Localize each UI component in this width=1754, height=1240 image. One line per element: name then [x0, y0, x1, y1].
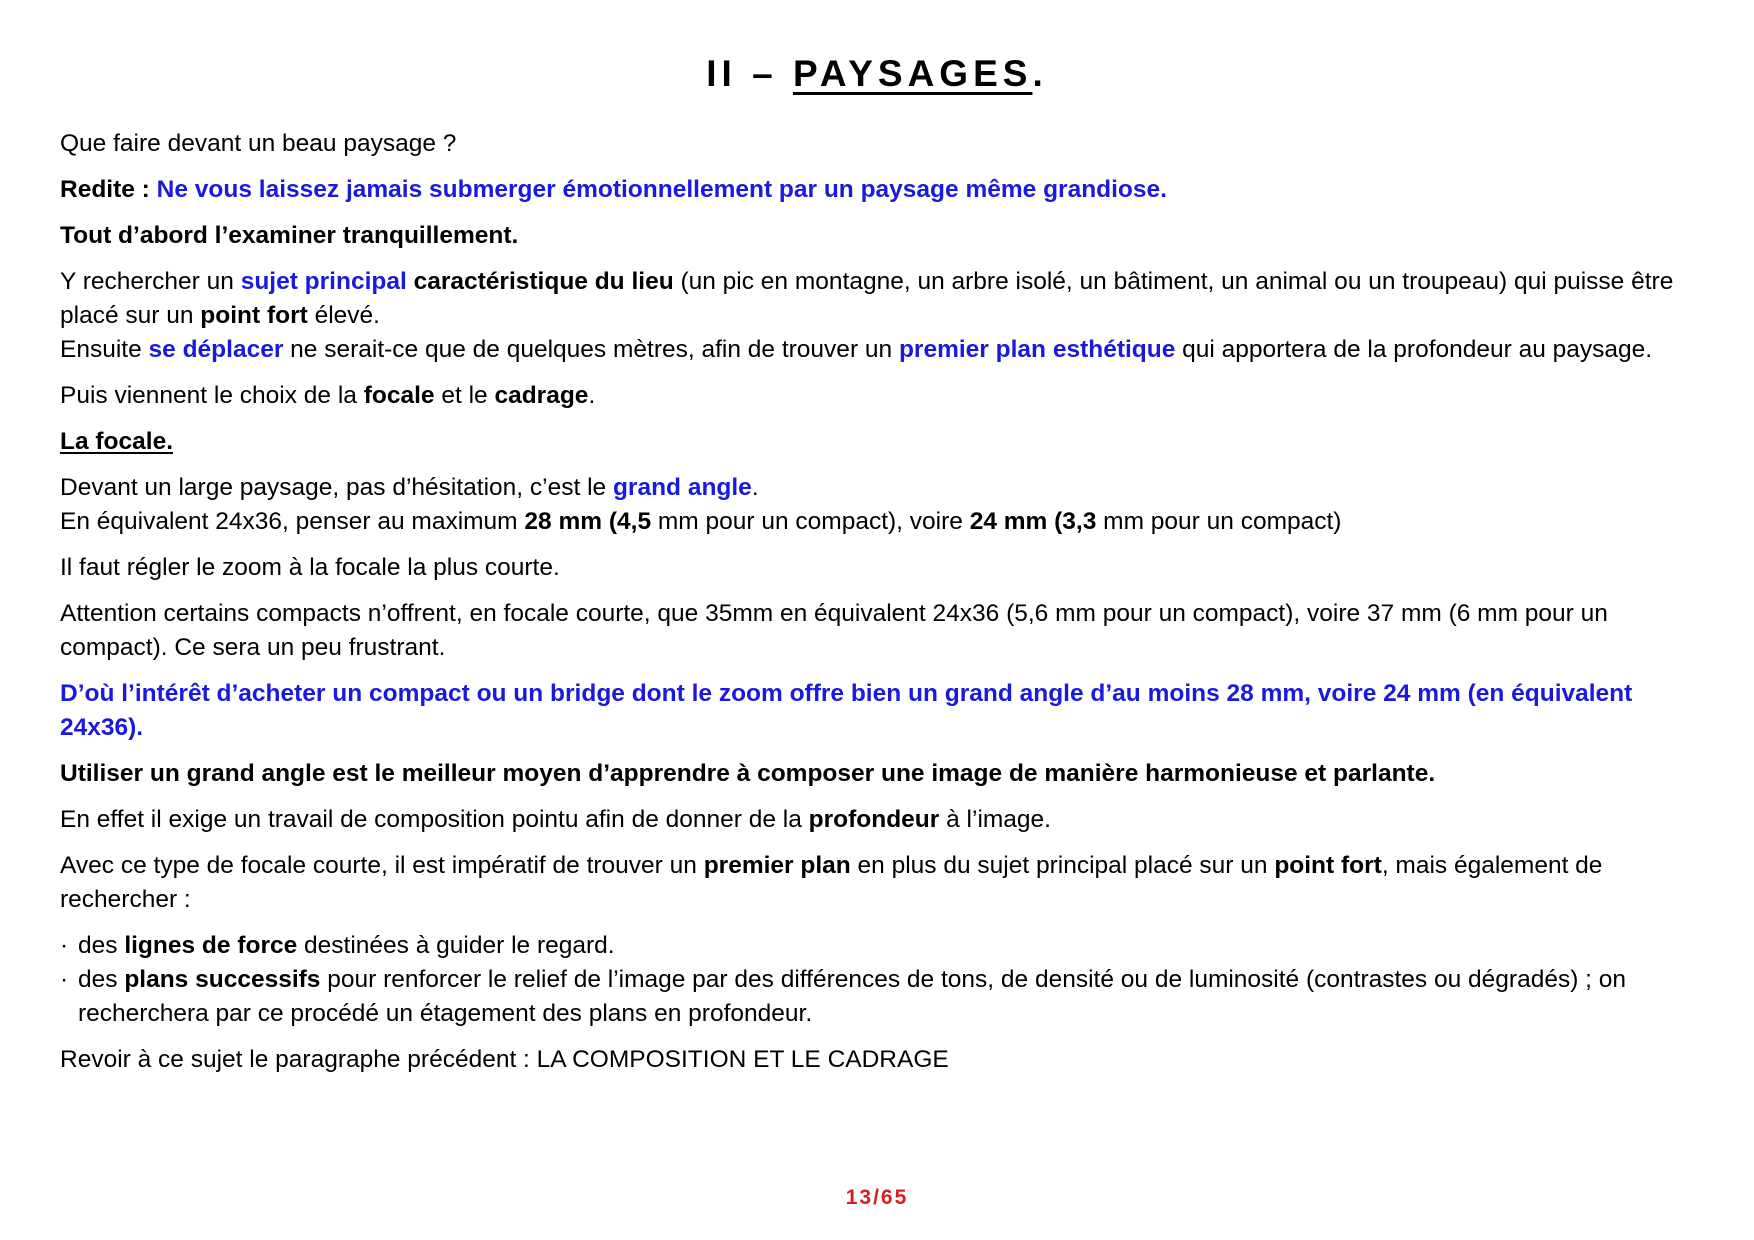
emphasis-profondeur: profondeur — [808, 806, 940, 833]
examine-paragraph: Tout d’abord l’examiner tranquillement. — [60, 222, 519, 249]
emphasis-lignes-de-force: lignes de force — [124, 932, 298, 959]
bullet-dot-icon: · — [60, 966, 69, 993]
text-run: mm pour un compact) — [1096, 508, 1342, 535]
text-run: Ensuite — [60, 336, 149, 363]
subject-paragraph — [60, 265, 1700, 367]
emphasis-grand-angle: grand angle — [612, 474, 752, 501]
text-run: des — [78, 966, 125, 993]
interet-paragraph: D’où l’intérêt d’acheter un compact ou un bridge dont le zoom offre bien un grand angle d’au moins 28 mm, voire 24 mm (en équivalent 24x36). — [60, 680, 1633, 741]
text-run: en plus du sujet principal placé sur un — [850, 852, 1275, 879]
redite-paragraph — [60, 173, 1700, 207]
profondeur-paragraph — [60, 803, 1700, 837]
focale-cadrage-paragraph — [60, 379, 1700, 413]
text-run: qui apportera de la profondeur au paysage. — [1175, 336, 1653, 363]
emphasis-4-5: 4,5 — [617, 508, 652, 535]
redite-label: Redite : — [60, 176, 157, 203]
focale-courte-paragraph — [60, 849, 1700, 917]
grand-angle-paragraph — [60, 471, 1700, 539]
title-main: PAYSAGES — [792, 53, 1033, 94]
text-run: , mais également de rechercher : — [60, 852, 1603, 913]
emphasis-plans-successifs: plans successifs — [124, 966, 321, 993]
text-run: ( — [602, 508, 618, 535]
text-run: à l’image. — [939, 806, 1051, 833]
text-run: Y rechercher un — [60, 268, 241, 295]
list-item — [60, 963, 1700, 1031]
emphasis-cadrage: cadrage — [494, 382, 589, 409]
emphasis-focale: focale — [363, 382, 435, 409]
document-body — [60, 127, 1700, 1089]
text-run: . — [588, 382, 596, 409]
text-run: Puis viennent le choix de la — [60, 382, 364, 409]
revoir-paragraph: Revoir à ce sujet le paragraphe précédent : LA COMPOSITION ET LE CADRAGE — [60, 1046, 949, 1073]
text-run: mm pour un compact), voire — [651, 508, 970, 535]
text-run: et le — [434, 382, 495, 409]
emphasis-premier-plan: premier plan esthétique — [898, 336, 1176, 363]
bullet-list — [60, 929, 1700, 1031]
list-item — [60, 929, 1700, 963]
text-run: élevé. — [307, 302, 380, 329]
text-run: ne serait-ce que de quelques mètres, afin de trouver un — [283, 336, 899, 363]
emphasis-caracteristique: caractéristique du lieu — [413, 268, 674, 295]
emphasis-se-deplacer: se déplacer — [148, 336, 284, 363]
text-run: Avec ce type de focale courte, il est impératif de trouver un — [60, 852, 704, 879]
page-number: 13/65 — [845, 1186, 909, 1209]
zoom-paragraph: Il faut régler le zoom à la focale la plus courte. — [60, 554, 560, 581]
emphasis-28mm: 28 mm — [524, 508, 603, 535]
page-title — [0, 52, 1754, 96]
text-run: destinées à guider le regard. — [297, 932, 615, 959]
grand-angle-advice-paragraph: Utiliser un grand angle est le meilleur moyen d’apprendre à composer une image de manière harmonieuse et parlante. — [60, 760, 1436, 787]
text-run: En effet il exige un travail de composition pointu afin de donner de la — [60, 806, 809, 833]
emphasis-24mm: 24 mm — [969, 508, 1048, 535]
section-heading-focale: La focale. — [60, 428, 174, 455]
redite-text: Ne vous laissez jamais submerger émotionnellement par un paysage même grandiose. — [156, 176, 1167, 203]
title-suffix: . — [1032, 53, 1048, 94]
text-run: . — [751, 474, 759, 501]
text-run — [407, 268, 414, 295]
emphasis-3-3: 3,3 — [1062, 508, 1097, 535]
text-run: des — [78, 932, 125, 959]
intro-question: Que faire devant un beau paysage ? — [60, 130, 457, 157]
emphasis-sujet-principal: sujet principal — [240, 268, 407, 295]
emphasis-point-fort: point fort — [200, 302, 308, 329]
emphasis-point-fort-2: point fort — [1274, 852, 1382, 879]
bullet-dot-icon: · — [60, 932, 69, 959]
attention-paragraph: Attention certains compacts n’offrent, en focale courte, que 35mm en équivalent 24x36 (5,6 mm pour un compact), voire 37 mm (6 mm pour un compact). Ce sera un peu frustrant. — [60, 600, 1608, 661]
emphasis-premier-plan-2: premier plan — [703, 852, 851, 879]
text-run: En équivalent 24x36, penser au maximum — [60, 508, 525, 535]
text-run: (un pic en montagne, un arbre isolé, un bâtiment, un animal ou un troupeau) qui puisse être placé sur un — [60, 268, 1674, 329]
title-prefix: II – — [706, 53, 793, 94]
text-run: ( — [1047, 508, 1063, 535]
text-run: pour renforcer le relief de l’image par des différences de tons, de densité ou de luminosité (contrastes ou dégradés) ; on recherchera par ce procédé un étagement des plans en profondeur. — [78, 966, 1627, 1027]
text-run: Devant un large paysage, pas d’hésitation, c’est le — [60, 474, 613, 501]
